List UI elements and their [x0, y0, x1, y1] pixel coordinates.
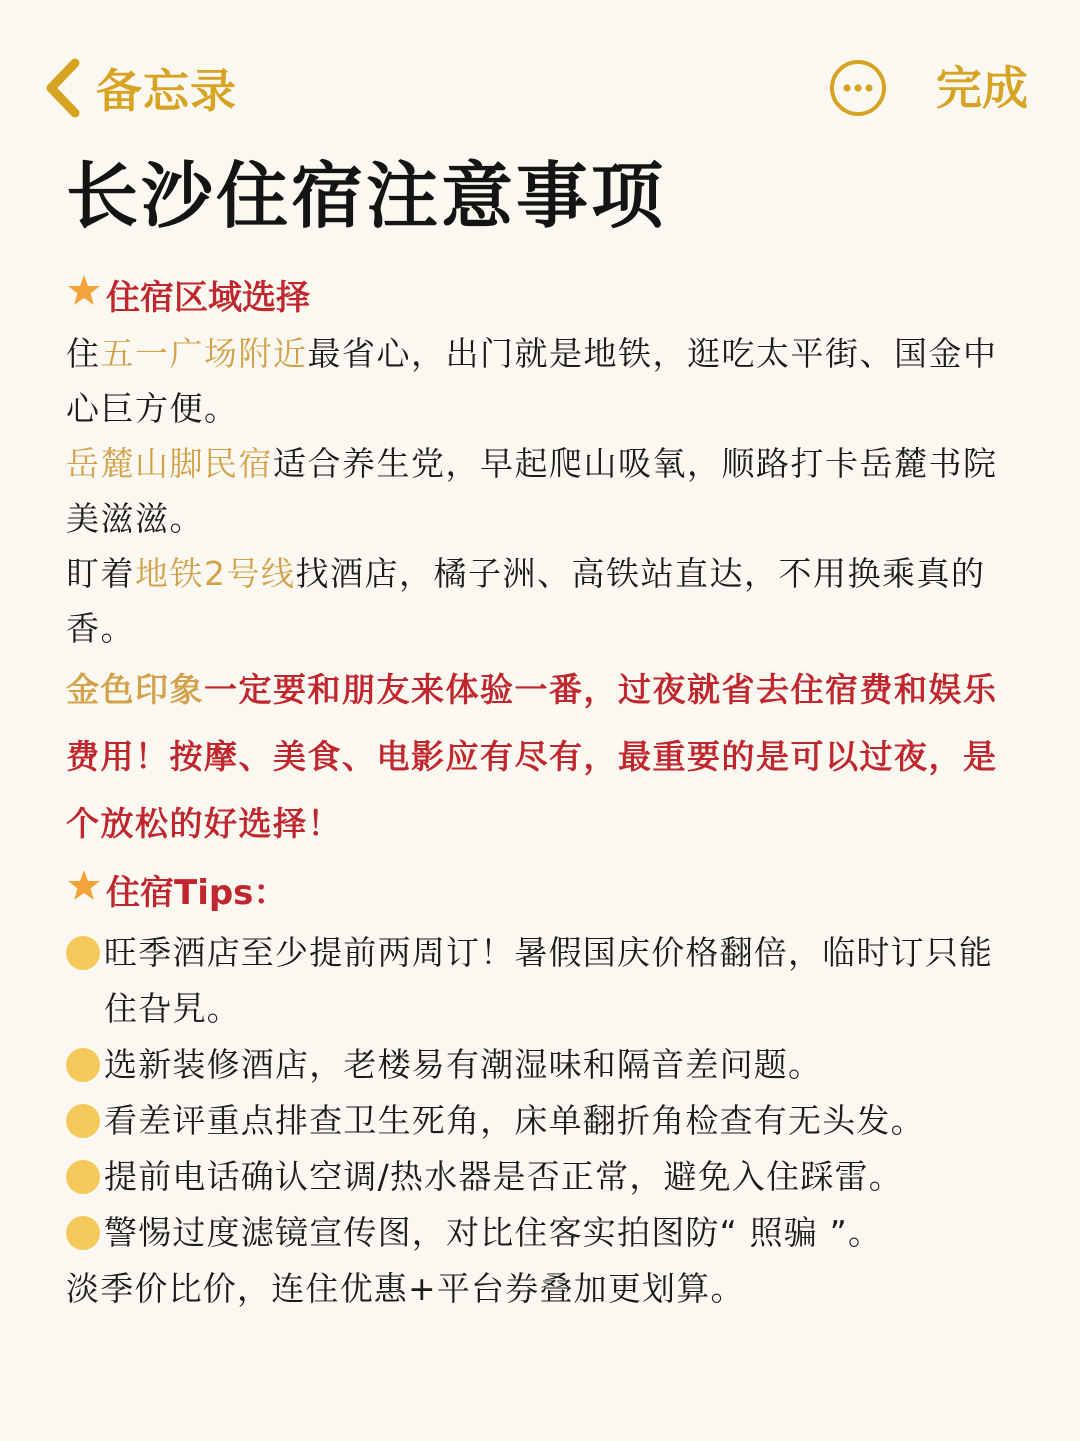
tip-text: 警惕过度滤镜宣传图，对比住客实拍图防“ 照骗 ”。: [104, 1213, 883, 1252]
promo-text: 一定要和朋友来体验一番，过夜就省去住宿费和娱乐费用！按摩、美食、电影应有尽有，最重要的是可以过夜，是个放松的好选择！: [66, 670, 998, 843]
section-heading-area: [66, 270, 1026, 326]
back-button[interactable]: [42, 56, 237, 120]
highlight-yuelu-homestay: 岳麓山脚民宿: [66, 444, 273, 483]
yellow-circle-icon: [66, 1104, 100, 1138]
highlight-metro-line-2: 地铁2号线: [135, 554, 296, 593]
star-icon: [66, 270, 102, 326]
yellow-circle-icon: [66, 936, 100, 970]
text-segment: 找酒店，橘子洲、高铁站直达，不用换乘真的香。: [66, 554, 986, 648]
yellow-circle-icon: [66, 1216, 100, 1250]
tip-text: 看差评重点排查卫生死角，床单翻折角检查有无头发。: [104, 1101, 925, 1140]
navigation-bar: [0, 0, 1080, 130]
tips-heading: 住宿Tips：: [106, 873, 288, 913]
yellow-circle-icon: [66, 1160, 100, 1194]
highlight-wuyi-square: 五一广场附近: [100, 334, 308, 373]
back-label: 备忘录: [96, 64, 237, 118]
star-icon: [66, 865, 102, 921]
tips-heading-area: [66, 865, 1026, 921]
tip-item: [66, 1205, 1026, 1261]
tips-list: [66, 925, 1026, 1261]
yellow-circle-icon: [66, 1048, 100, 1082]
closing-tip: 淡季价比价，连住优惠+平台券叠加更划算。: [66, 1269, 745, 1308]
note-body: [66, 270, 1026, 1317]
tip-item: [66, 1149, 1026, 1205]
paragraph-metro: [66, 546, 1026, 656]
tip-text: 旺季酒店至少提前两周订！暑假国庆价格翻倍，临时订只能住旮旯。: [104, 933, 994, 1028]
highlight-golden-impression: 金色印象: [66, 670, 204, 709]
tip-item: [66, 1093, 1026, 1149]
more-options-button[interactable]: [828, 58, 888, 118]
paragraph-promo: [66, 656, 1026, 857]
tip-text: 选新装修酒店，老楼易有潮湿味和隔音差问题。: [104, 1045, 823, 1084]
section-heading: 住宿区域选择: [106, 278, 310, 318]
tip-text: 提前电话确认空调/热水器是否正常，避免入住踩雷。: [104, 1157, 903, 1196]
tip-item: [66, 1037, 1026, 1093]
text-segment: 适合养生党，早起爬山吸氧，顺路打卡岳麓书院美滋滋。: [66, 444, 998, 538]
text-segment: 最省心，出门就是地铁，逛吃太平街、国金中心巨方便。: [66, 334, 998, 428]
paragraph-yuelu: [66, 436, 1026, 546]
text-segment: 盯着: [66, 554, 135, 593]
more-horizontal-icon: [828, 103, 888, 122]
paragraph-wuyi: [66, 326, 1026, 436]
done-button[interactable]: 完成: [936, 61, 1028, 115]
note-title: 长沙住宿注意事项: [66, 154, 667, 238]
text-segment: 住: [66, 334, 101, 373]
chevron-left-icon: [42, 57, 82, 119]
tip-item: [66, 925, 1026, 1037]
